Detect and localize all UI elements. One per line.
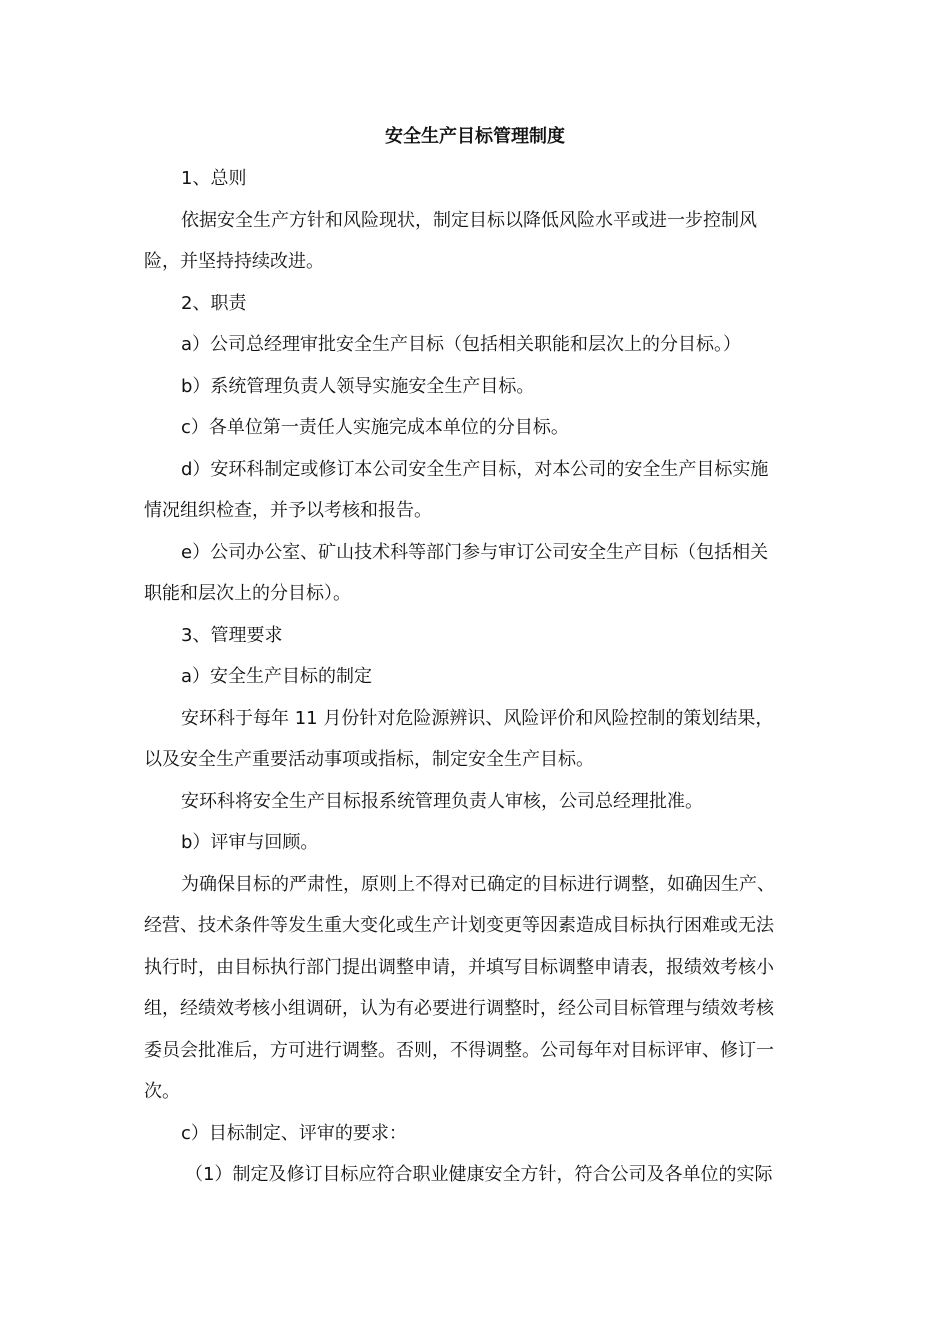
paragraph-line: 情况组织检查，并予以考核和报告。: [144, 500, 432, 521]
paragraph-line: 为确保目标的严肃性，原则上不得对已确定的目标进行调整，如确因生产、: [181, 874, 775, 895]
list-item-1: （1）制定及修订目标应符合职业健康安全方针，符合公司及各单位的实际: [185, 1164, 773, 1185]
list-item-d: d）安环科制定或修订本公司安全生产目标，对本公司的安全生产目标实施: [181, 459, 769, 480]
list-item-c: c）目标制定、评审的要求：: [181, 1123, 407, 1144]
paragraph-line: 职能和层次上的分目标）。: [144, 583, 351, 604]
list-item-c: c）各单位第一责任人实施完成本单位的分目标。: [181, 417, 569, 438]
list-item-b: b）系统管理负责人领导实施安全生产目标。: [181, 376, 535, 397]
paragraph-line: 安环科将安全生产目标报系统管理负责人审核，公司总经理批准。: [181, 791, 703, 812]
paragraph-line: 经营、技术条件等发生重大变化或生产计划变更等因素造成目标执行困难或无法: [144, 915, 774, 936]
paragraph-line: 组，经绩效考核小组调研，认为有必要进行调整时，经公司目标管理与绩效考核: [144, 998, 774, 1019]
paragraph-line: 依据安全生产方针和风险现状，制定目标以降低风险水平或进一步控制风: [181, 210, 757, 231]
section-heading-requirements: 3、管理要求: [181, 625, 283, 646]
paragraph-line: 委员会批准后，方可进行调整。否则，不得调整。公司每年对目标评审、修订一: [144, 1040, 774, 1061]
list-item-a: a）安全生产目标的制定: [181, 666, 373, 687]
list-item-e: e）公司办公室、矿山技术科等部门参与审订公司安全生产目标（包括相关: [181, 542, 769, 563]
paragraph-line: 以及安全生产重要活动事项或指标，制定安全生产目标。: [144, 749, 594, 770]
paragraph-line: 执行时，由目标执行部门提出调整申请，并填写目标调整申请表，报绩效考核小: [144, 957, 774, 978]
list-item-a: a）公司总经理审批安全生产目标（包括相关职能和层次上的分目标。）: [181, 334, 742, 355]
section-heading-general: 1、总则: [181, 168, 247, 189]
list-item-b: b）评审与回顾。: [181, 832, 319, 853]
paragraph-line: 险，并坚持持续改进。: [144, 251, 324, 272]
section-heading-duties: 2、职责: [181, 293, 247, 314]
document-title: 安全生产目标管理制度: [385, 126, 565, 147]
paragraph-line: 安环科于每年 11 月份针对危险源辨识、风险评价和风险控制的策划结果，: [181, 708, 774, 729]
paragraph-line: 次。: [144, 1081, 180, 1102]
